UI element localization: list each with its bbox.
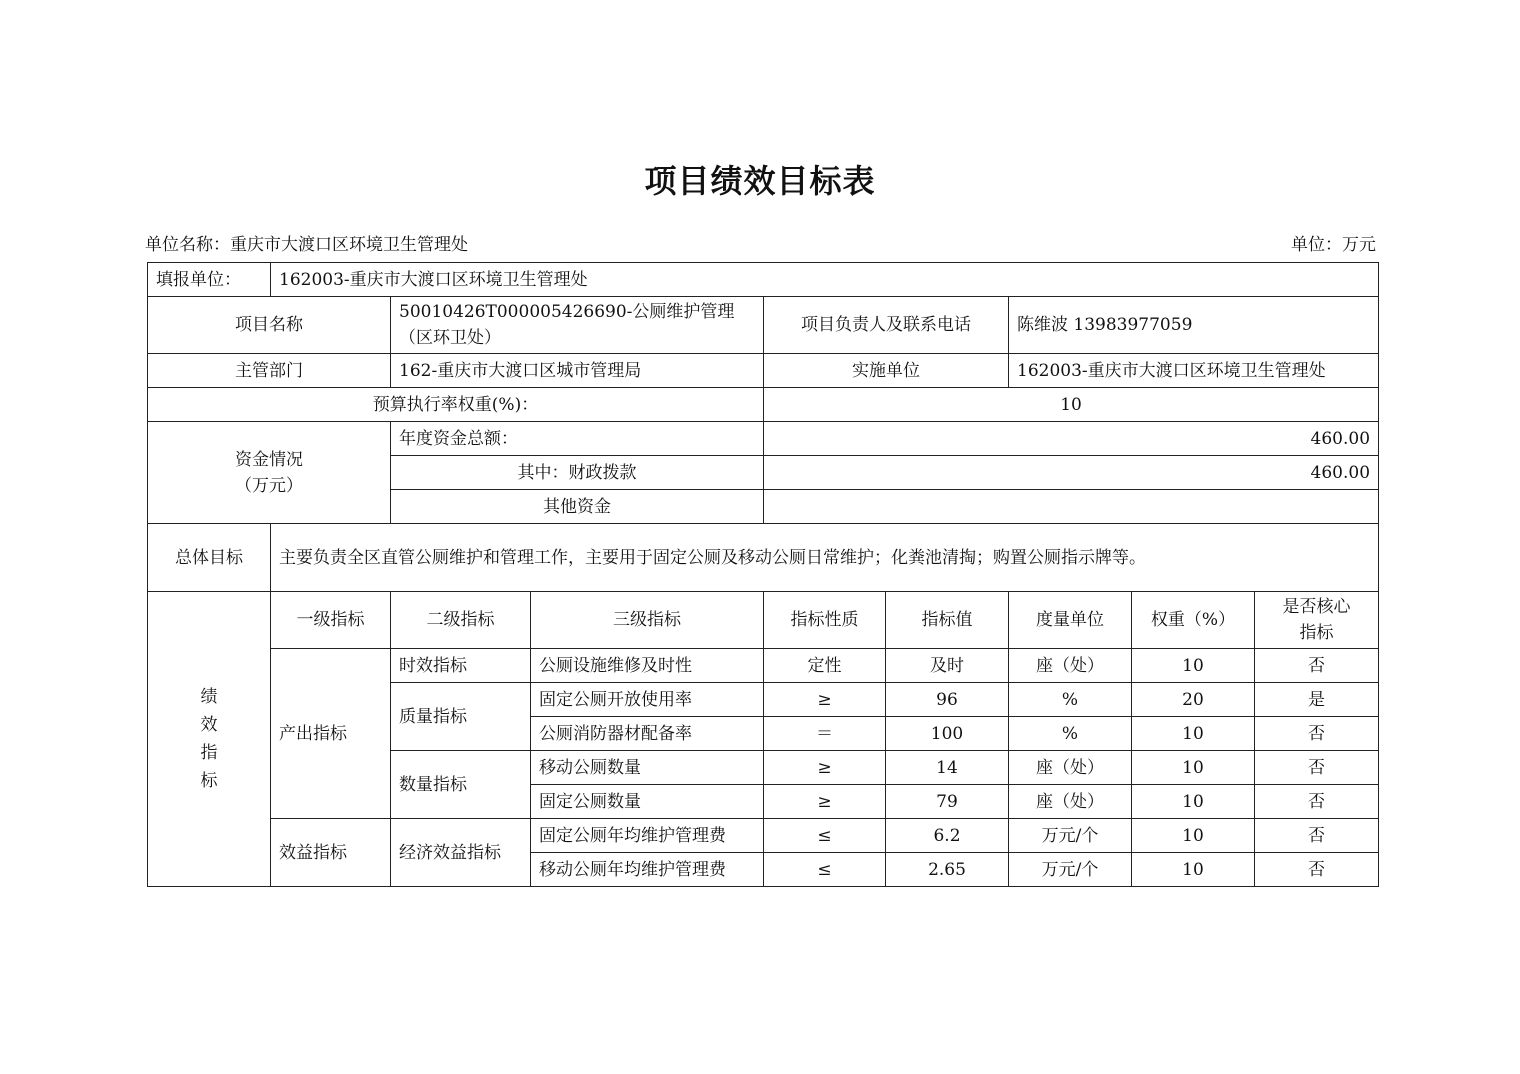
currency-value: 万元 bbox=[1342, 235, 1376, 255]
funds-total-label: 年度资金总额： bbox=[391, 422, 764, 456]
header-value: 指标值 bbox=[886, 592, 1009, 649]
impl-unit-label: 实施单位 bbox=[764, 354, 1009, 388]
perf-label-char: 效 bbox=[200, 715, 218, 735]
row-level3: 移动公厕年均维护管理费 bbox=[531, 853, 764, 887]
row-value: 6.2 bbox=[886, 819, 1009, 853]
unit-header-row bbox=[145, 230, 1378, 254]
header-core-line1: 是否核心 bbox=[1282, 597, 1351, 617]
group-output: 产出指标 bbox=[271, 649, 391, 819]
overall-goal-row bbox=[148, 524, 1379, 592]
row-value: 及时 bbox=[886, 649, 1009, 683]
row-nature: ≥ bbox=[764, 751, 886, 785]
row-nature: ≥ bbox=[764, 785, 886, 819]
row-nature: ＝ bbox=[764, 717, 886, 751]
header-core bbox=[1255, 592, 1379, 649]
performance-target-table bbox=[147, 262, 1379, 887]
row-nature: ≥ bbox=[764, 683, 886, 717]
row-weight: 10 bbox=[1132, 717, 1255, 751]
indicator-header-row bbox=[148, 592, 1379, 649]
row-unit: 座（处） bbox=[1009, 751, 1132, 785]
group-timeliness: 时效指标 bbox=[391, 649, 531, 683]
perf-label-char: 指 bbox=[200, 743, 218, 763]
reporting-unit-label: 填报单位： bbox=[148, 263, 271, 297]
funds-fiscal-label: 其中：财政拨款 bbox=[391, 456, 764, 490]
row-weight: 10 bbox=[1132, 819, 1255, 853]
row-core: 否 bbox=[1255, 819, 1379, 853]
unit-name bbox=[145, 230, 468, 255]
row-nature: ≤ bbox=[764, 853, 886, 887]
row-core: 否 bbox=[1255, 785, 1379, 819]
project-name-line1: 50010426T000005426690-公厕维护管理 bbox=[399, 302, 735, 322]
header-level1: 一级指标 bbox=[271, 592, 391, 649]
header-level3: 三级指标 bbox=[531, 592, 764, 649]
group-quality: 质量指标 bbox=[391, 683, 531, 751]
row-value: 79 bbox=[886, 785, 1009, 819]
reporting-unit-value: 162003-重庆市大渡口区环境卫生管理处 bbox=[271, 263, 1379, 297]
overall-goal-label: 总体目标 bbox=[148, 524, 271, 592]
group-benefit: 效益指标 bbox=[271, 819, 391, 887]
row-value: 100 bbox=[886, 717, 1009, 751]
funds-label-line2: （万元） bbox=[235, 475, 303, 496]
funds-other-value bbox=[764, 490, 1379, 524]
perf-label-char: 绩 bbox=[200, 687, 218, 707]
row-weight: 20 bbox=[1132, 683, 1255, 717]
row-level3: 移动公厕数量 bbox=[531, 751, 764, 785]
unit-name-value: 重庆市大渡口区环境卫生管理处 bbox=[230, 235, 468, 255]
reporting-unit-row bbox=[148, 263, 1379, 297]
group-economic: 经济效益指标 bbox=[391, 819, 531, 887]
project-name-row bbox=[148, 297, 1379, 354]
row-unit: 座（处） bbox=[1009, 785, 1132, 819]
perf-indicators-label bbox=[148, 592, 271, 887]
header-nature: 指标性质 bbox=[764, 592, 886, 649]
row-level3: 公厕消防器材配备率 bbox=[531, 717, 764, 751]
row-level3: 公厕设施维修及时性 bbox=[531, 649, 764, 683]
project-name-label: 项目名称 bbox=[148, 297, 391, 354]
row-level3: 固定公厕数量 bbox=[531, 785, 764, 819]
unit-name-label: 单位名称： bbox=[145, 235, 230, 255]
row-unit: 万元/个 bbox=[1009, 853, 1132, 887]
overall-goal-value: 主要负责全区直管公厕维护和管理工作，主要用于固定公厕及移动公厕日常维护；化粪池清掏；购置公厕指示牌等。 bbox=[271, 524, 1379, 592]
row-core: 否 bbox=[1255, 717, 1379, 751]
dept-row bbox=[148, 354, 1379, 388]
funds-total-value: 460.00 bbox=[764, 422, 1379, 456]
row-core: 是 bbox=[1255, 683, 1379, 717]
project-name-line2: （区环卫处） bbox=[399, 328, 501, 348]
row-unit: 万元/个 bbox=[1009, 819, 1132, 853]
row-unit: % bbox=[1009, 683, 1132, 717]
impl-unit-value: 162003-重庆市大渡口区环境卫生管理处 bbox=[1009, 354, 1379, 388]
row-value: 2.65 bbox=[886, 853, 1009, 887]
header-core-line2: 指标 bbox=[1299, 623, 1334, 643]
funds-total-row bbox=[148, 422, 1379, 456]
row-value: 14 bbox=[886, 751, 1009, 785]
currency-label: 单位： bbox=[1291, 235, 1342, 255]
funds-label bbox=[148, 422, 391, 524]
contact-value: 陈维波 13983977059 bbox=[1009, 297, 1379, 354]
budget-weight-row bbox=[148, 388, 1379, 422]
row-level3: 固定公厕开放使用率 bbox=[531, 683, 764, 717]
row-core: 否 bbox=[1255, 751, 1379, 785]
page-title: 项目绩效目标表 bbox=[644, 162, 876, 200]
header-unit: 度量单位 bbox=[1009, 592, 1132, 649]
perf-label-char: 标 bbox=[200, 771, 218, 791]
dept-value: 162-重庆市大渡口区城市管理局 bbox=[391, 354, 764, 388]
row-weight: 10 bbox=[1132, 785, 1255, 819]
header-level2: 二级指标 bbox=[391, 592, 531, 649]
row-weight: 10 bbox=[1132, 853, 1255, 887]
contact-label: 项目负责人及联系电话 bbox=[764, 297, 1009, 354]
funds-fiscal-value: 460.00 bbox=[764, 456, 1379, 490]
group-quantity: 数量指标 bbox=[391, 751, 531, 819]
funds-other-label: 其他资金 bbox=[391, 490, 764, 524]
currency-unit bbox=[1291, 230, 1376, 255]
row-unit: % bbox=[1009, 717, 1132, 751]
project-name-value bbox=[391, 297, 764, 354]
row-nature: 定性 bbox=[764, 649, 886, 683]
row-value: 96 bbox=[886, 683, 1009, 717]
row-weight: 10 bbox=[1132, 751, 1255, 785]
dept-label: 主管部门 bbox=[148, 354, 391, 388]
table-row bbox=[148, 819, 1379, 853]
row-nature: ≤ bbox=[764, 819, 886, 853]
funds-label-line1: 资金情况 bbox=[235, 449, 303, 470]
row-unit: 座（处） bbox=[1009, 649, 1132, 683]
budget-weight-label: 预算执行率权重(%)： bbox=[148, 388, 764, 422]
row-core: 否 bbox=[1255, 649, 1379, 683]
row-weight: 10 bbox=[1132, 649, 1255, 683]
header-weight: 权重（%） bbox=[1132, 592, 1255, 649]
row-level3: 固定公厕年均维护管理费 bbox=[531, 819, 764, 853]
row-core: 否 bbox=[1255, 853, 1379, 887]
budget-weight-value: 10 bbox=[764, 388, 1379, 422]
table-row bbox=[148, 649, 1379, 683]
